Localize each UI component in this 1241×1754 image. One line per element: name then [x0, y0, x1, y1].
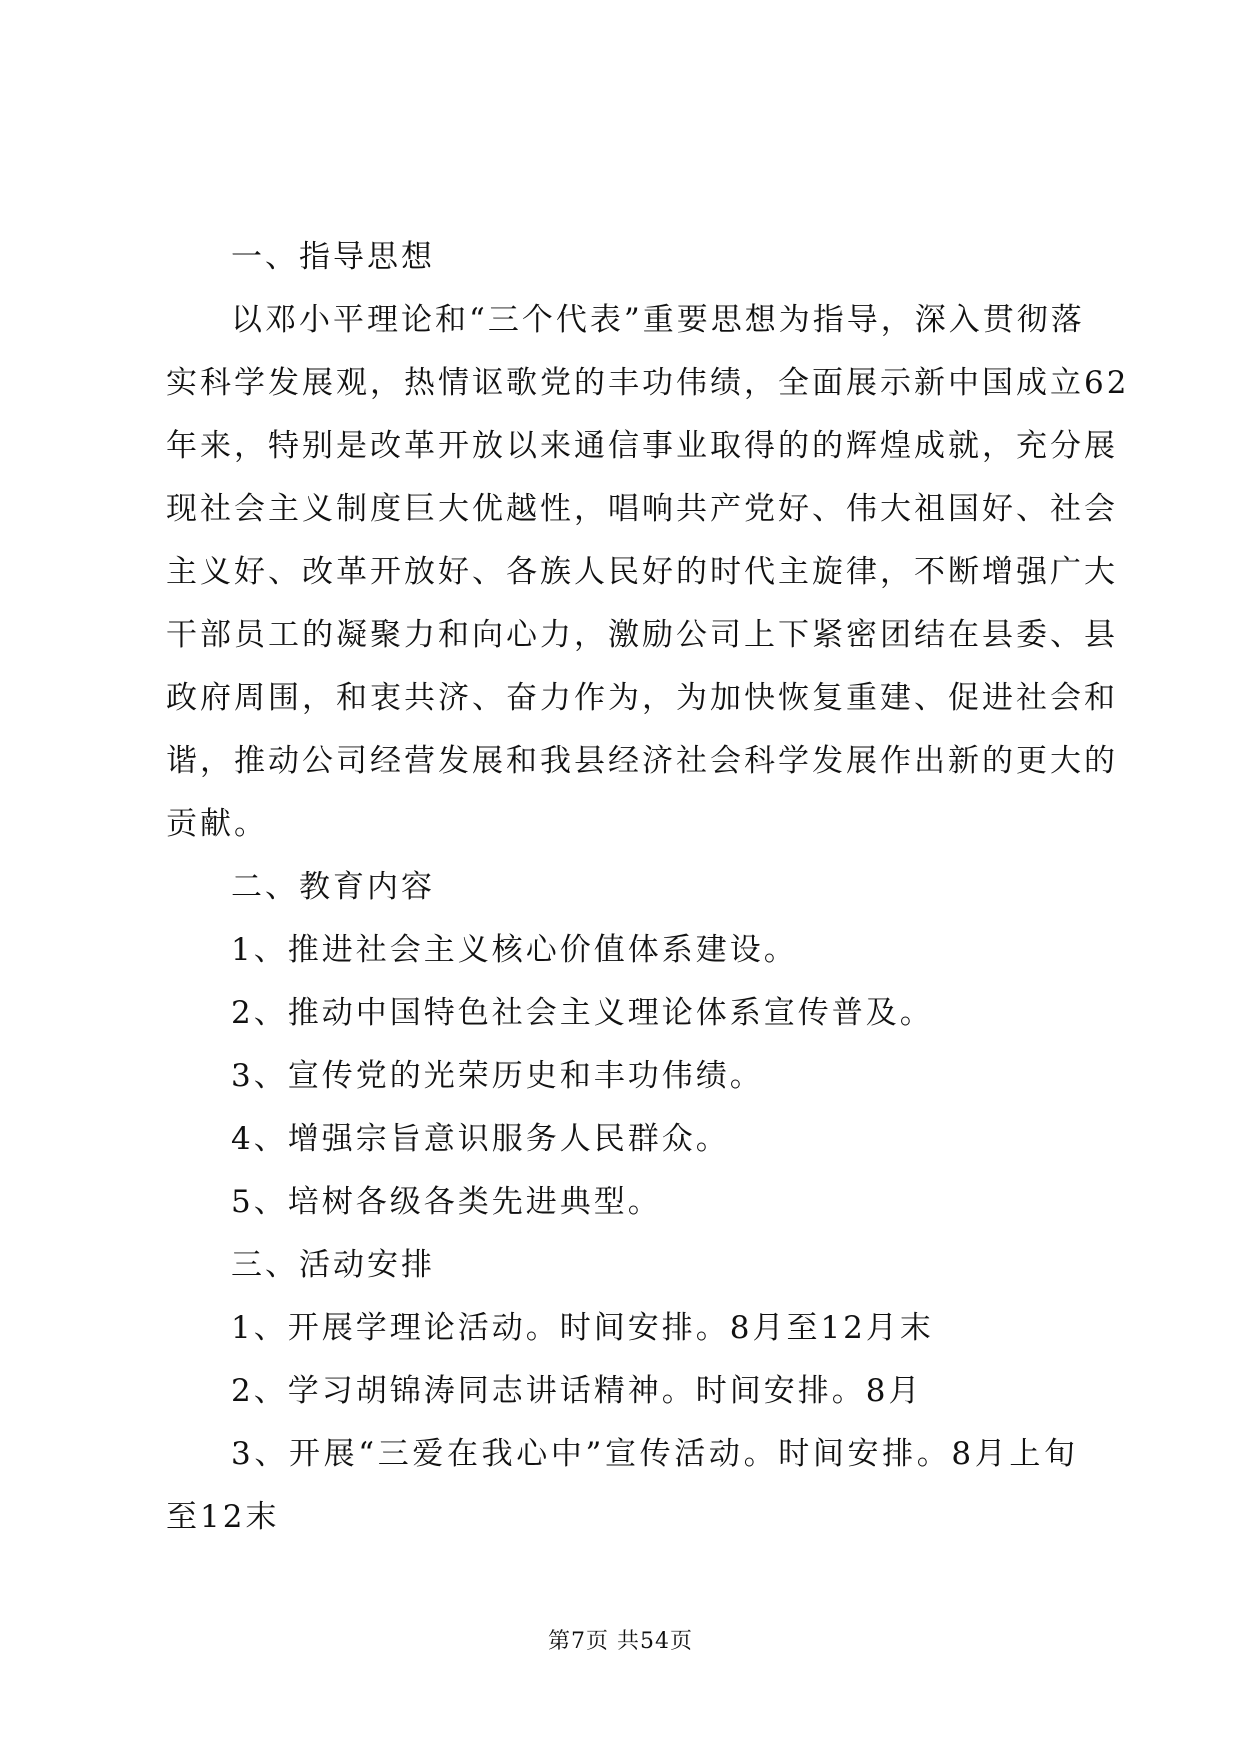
list-item: 2、学习胡锦涛同志讲话精神。时间安排。8月: [231, 1373, 923, 1409]
list-item-line: 至12末: [166, 1499, 280, 1535]
section-heading-activity-arrangement: 三、活动安排: [231, 1247, 435, 1283]
section-heading-guiding-ideology: 一、指导思想: [231, 239, 435, 275]
paragraph-line: 主义好、改革开放好、各族人民好的时代主旋律，不断增强广大: [166, 554, 1118, 590]
activity-arrangement-list: [166, 1297, 1078, 1549]
list-item-line: 3、开展“三爱在我心中”宣传活动。时间安排。8月上旬: [231, 1436, 1078, 1472]
paragraph-line: 年来，特别是改革开放以来通信事业取得的的辉煌成就，充分展: [166, 428, 1118, 464]
paragraph-line: 以邓小平理论和“三个代表”重要思想为指导，深入贯彻落: [231, 302, 1085, 338]
document-body: [166, 226, 1130, 1549]
paragraph-line: 现社会主义制度巨大优越性，唱响共产党好、伟大祖国好、社会: [166, 491, 1118, 527]
paragraph-guiding-ideology: [166, 289, 1130, 856]
paragraph-line: 政府周围，和衷共济、奋力作为，为加快恢复重建、促进社会和: [166, 680, 1118, 716]
paragraph-line: 实科学发展观，热情讴歌党的丰功伟绩，全面展示新中国成立62: [166, 365, 1130, 401]
list-item: 3、宣传党的光荣历史和丰功伟绩。: [231, 1058, 764, 1094]
paragraph-line: 贡献。: [166, 806, 268, 842]
paragraph-line: 干部员工的凝聚力和向心力，激励公司上下紧密团结在县委、县: [166, 617, 1118, 653]
section-heading-education-content: 二、教育内容: [231, 869, 435, 905]
paragraph-line: 谐，推动公司经营发展和我县经济社会科学发展作出新的更大的: [166, 743, 1118, 779]
education-content-list: [166, 919, 1078, 1234]
list-item: 1、推进社会主义核心价值体系建设。: [231, 932, 798, 968]
list-item: 2、推动中国特色社会主义理论体系宣传普及。: [231, 995, 934, 1031]
list-item: 5、培树各级各类先进典型。: [231, 1184, 662, 1220]
list-item: 4、增强宗旨意识服务人民群众。: [231, 1121, 730, 1157]
page-number-footer: 第7页 共54页: [548, 1629, 693, 1654]
list-item: 1、开展学理论活动。时间安排。8月至12月末: [231, 1310, 934, 1346]
